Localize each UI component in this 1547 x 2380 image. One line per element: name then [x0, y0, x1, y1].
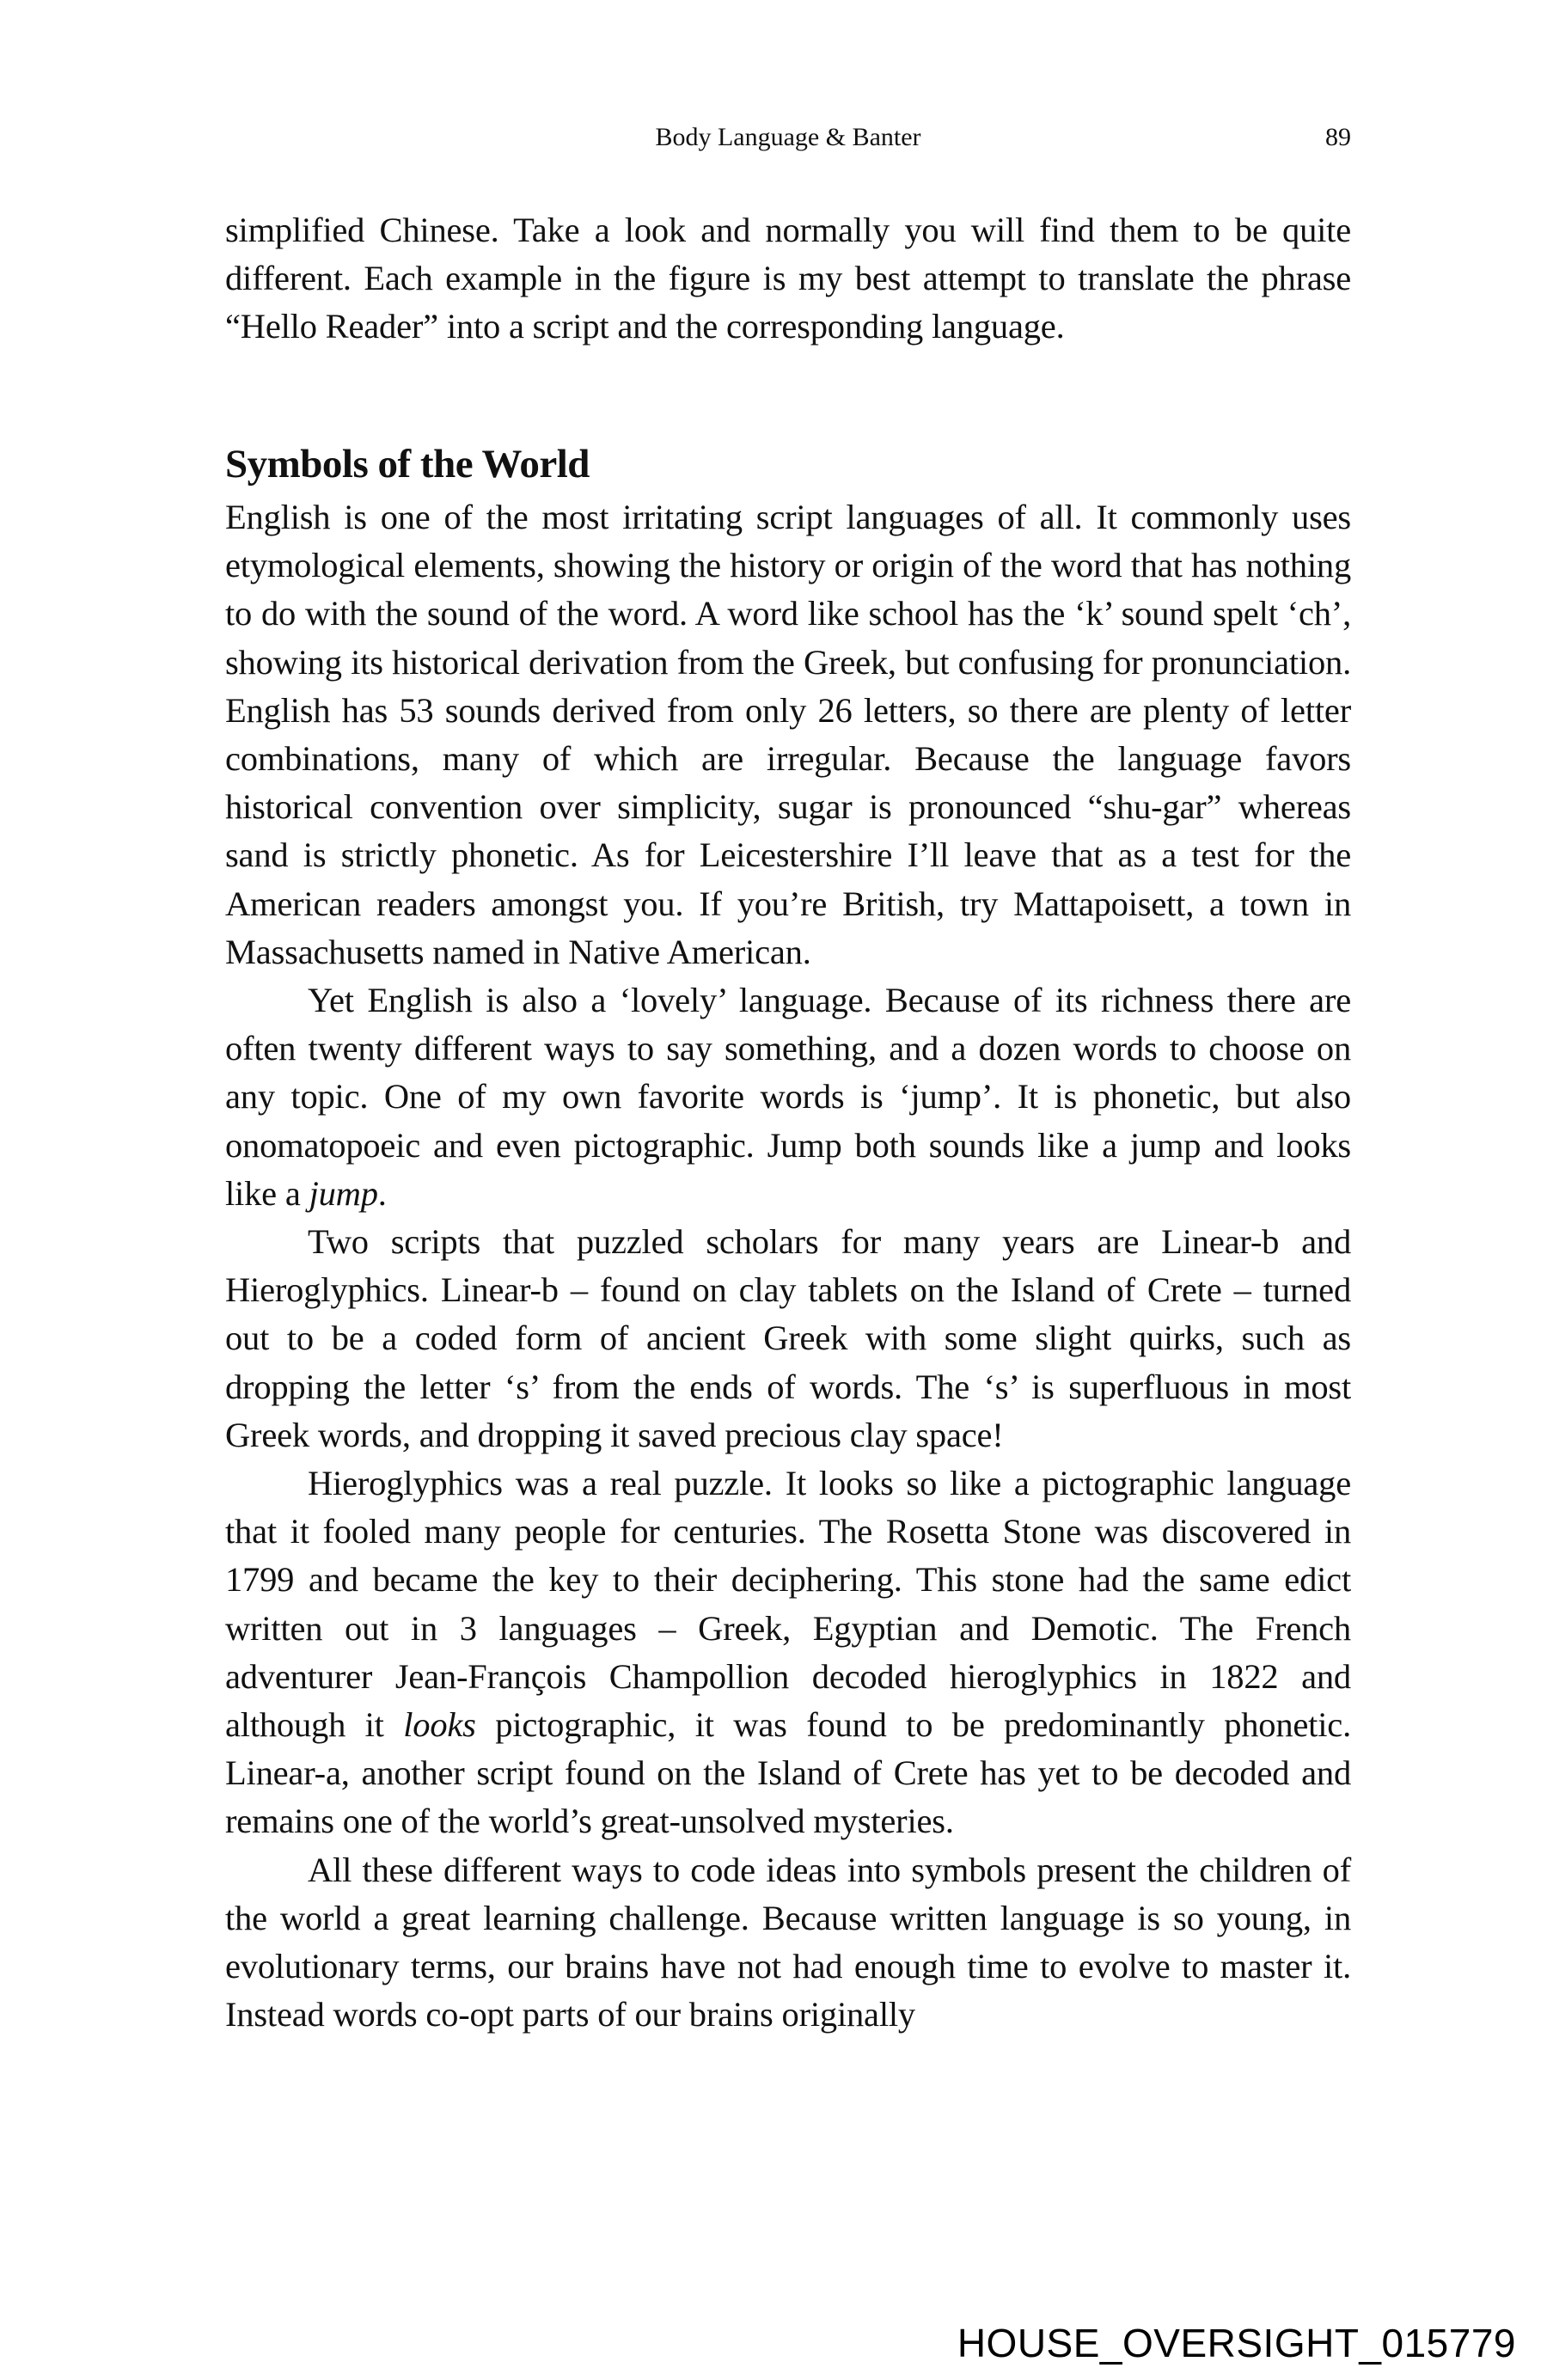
running-title: Body Language & Banter [655, 123, 921, 151]
bates-stamp: HOUSE_OVERSIGHT_015779 [957, 2321, 1516, 2365]
paragraph-text: All these different ways to code ideas into symbols present the children of the world a great learning challenge. Because written language is so young, in evolutionary terms, our brains have not had enough time to evolve to master it. Instead words co-opt parts of our brains originally [225, 1850, 1351, 2034]
section-heading: Symbols of the World [225, 442, 590, 486]
running-header [225, 120, 1351, 155]
paragraph-text: Two scripts that puzzled scholars for many years are Linear-b and Hieroglyphics. Linear-b – found on clay tablets on the Island of Crete – turned out to be a coded form of ancient Greek with some slight quirks, such as dropping the letter ‘s’ from the ends of words. The ‘s’ is superfluous in most Greek words, and dropping it saved precious clay space! [225, 1222, 1351, 1454]
page-number: 89 [1325, 123, 1351, 151]
body-paragraph [225, 976, 1351, 1218]
emphasis-text: looks [403, 1705, 476, 1745]
body-paragraph [225, 1459, 1351, 1846]
intro-paragraph: simplified Chinese. Take a look and normally you will find them to be quite different. Each example in the figure is my best attempt to translate the phrase “Hello Reader” into a script and the corresponding language. [225, 211, 1351, 346]
paragraph-text: pictographic, it was found to be predominantly phonetic. Linear-a, another script found on the Island of Crete has yet to be decoded and remains one of the world’s great-unsolved mysteries. [225, 1705, 1351, 1841]
paragraph-text: Yet English is also a ‘lovely’ language. Because of its richness there are often twenty different ways to say something, and a dozen words to choose on any topic. One of my own favorite words is ‘jump’. It is phonetic, but also onomatopoeic and even pictographic. Jump both sounds like a jump and looks like a [225, 981, 1351, 1213]
body-paragraph [225, 1846, 1351, 2040]
paragraph-text: Hieroglyphics was a real puzzle. It looks so like a pictographic language that it fooled many people for centuries. The Rosetta Stone was discovered in 1799 and became the key to their deciphering. This stone had the same edict written out in 3 languages – Greek, Egyptian and Demotic. The French adventurer Jean-François Champollion decoded hieroglyphics in 1822 and although it [225, 1464, 1351, 1745]
body-paragraph [225, 493, 1351, 976]
paragraph-text: English is one of the most irritating script languages of all. It commonly uses etymological elements, showing the history or origin of the word that has nothing to do with the sound of the word. A word like school has the ‘k’ sound spelt ‘ch’, showing its historical derivation from the Greek, but confusing for pronunciation. English has 53 sounds derived from only 26 letters, so there are plenty of letter combinations, many of which are irregular. Because the language favors historical convention over simplicity, sugar is pronounced “shu-gar” whereas sand is strictly phonetic. As for Leicestershire I’ll leave that as a test for the American readers amongst you. If you’re British, try Mattapoisett, a town in Massachusetts named in Native American. [225, 498, 1351, 971]
section-body [225, 493, 1351, 2040]
paragraph-text: . [377, 1173, 387, 1213]
intro-paragraph-block [225, 206, 1351, 352]
body-paragraph [225, 1218, 1351, 1459]
emphasis-text: jump [309, 1173, 378, 1213]
